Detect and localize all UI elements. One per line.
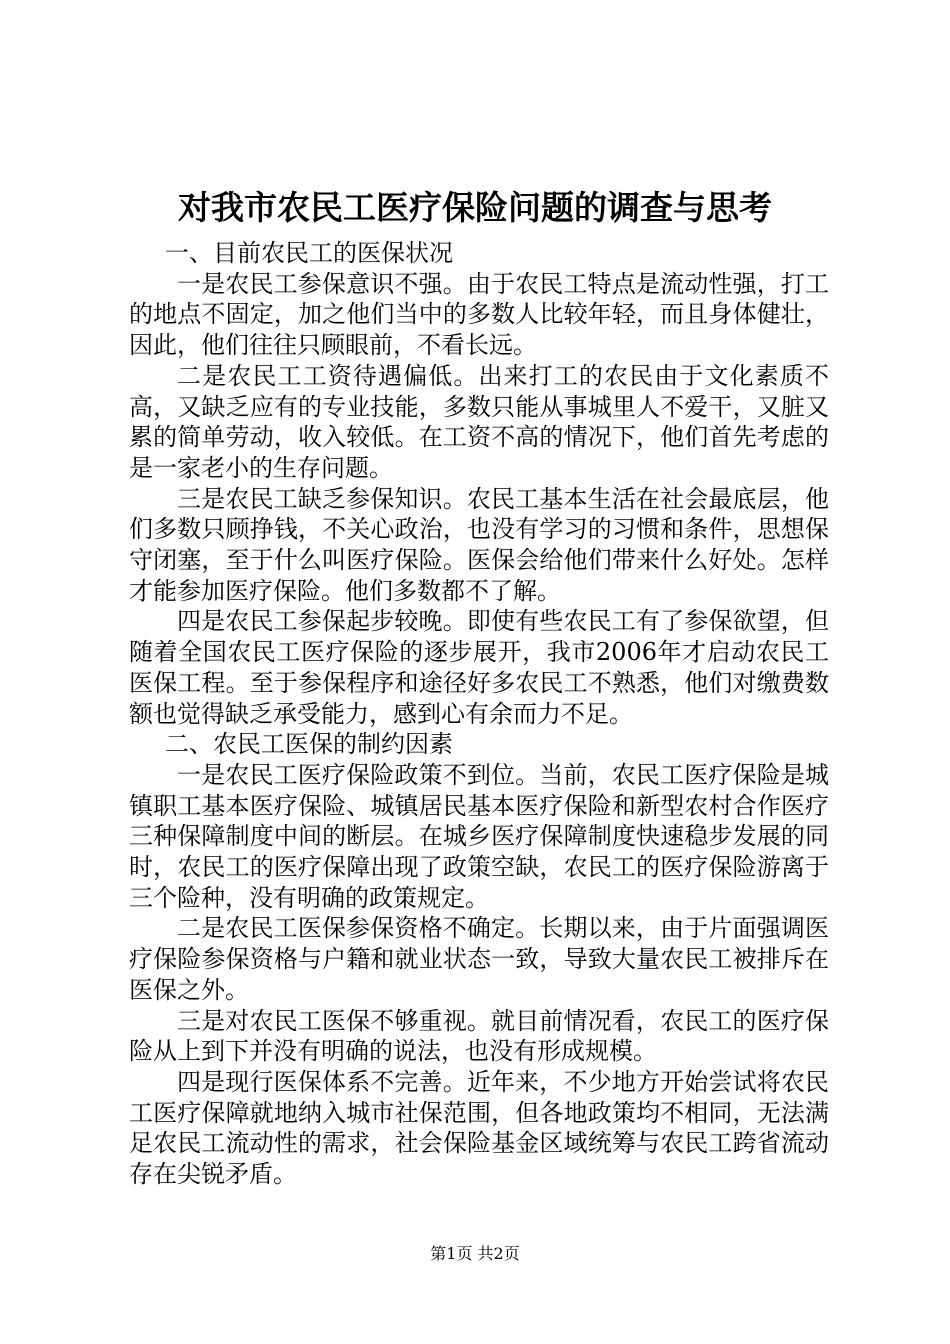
paragraph: 四是现行医保体系不完善。近年来，不少地方开始尝试将农民工医疗保障就地纳入城市社保范围，但各地政策均不相同，无法满足农民工流动性的需求，社会保险基金区域统筹与农民工跨省流动存在尖锐矛盾。 [129, 1067, 829, 1189]
paragraph: 一是农民工参保意识不强。由于农民工特点是流动性强，打工的地点不固定，加之他们当中的多数人比较年轻，而且身体健壮，因此，他们往往只顾眼前，不看长远。 [129, 269, 829, 360]
paragraph: 一是农民工医疗保险政策不到位。当前，农民工医疗保险是城镇职工基本医疗保险、城镇居民基本医疗保险和新型农村合作医疗三种保障制度中间的断层。在城乡医疗保障制度快速稳步发展的同时，农民工的医疗保障出现了政策空缺，农民工的医疗保险游离于三个险种，没有明确的政策规定。 [129, 760, 829, 912]
page-number-footer: 第1页 共2页 [430, 1244, 520, 1263]
section-heading: 二、农民工医保的制约因素 [165, 730, 453, 759]
paragraph: 三是对农民工医保不够重视。就目前情况看，农民工的医疗保险从上到下并没有明确的说法，也没有形成规模。 [129, 1006, 829, 1066]
paragraph: 二是农民工工资待遇偏低。出来打工的农民由于文化素质不高，又缺乏应有的专业技能，多数只能从事城里人不爱干，又脏又累的简单劳动，收入较低。在工资不高的情况下，他们首先考虑的是一家老小的生存问题。 [129, 361, 829, 482]
paragraph: 三是农民工缺乏参保知识。农民工基本生活在社会最底层，他们多数只顾挣钱，不关心政治，也没有学习的习惯和条件，思想保守闭塞，至于什么叫医疗保险。医保会给他们带来什么好处。怎样才能参加医疗保险。他们多数都不了解。 [129, 484, 829, 605]
section-heading: 一、目前农民工的医保状况 [165, 239, 453, 267]
paragraph: 二是农民工医保参保资格不确定。长期以来，由于片面强调医疗保险参保资格与户籍和就业状态一致，导致大量农民工被排斥在医保之外。 [129, 914, 829, 1004]
document-title: 对我市农民工医疗保险问题的调查与思考 [178, 188, 772, 227]
paragraph: 四是农民工参保起步较晚。即使有些农民工有了参保欲望，但随着全国农民工医疗保险的逐步展开，我市2006年才启动农民工医保工程。至于参保程序和途径好多农民工不熟悉，他们对缴费数额也觉得缺乏承受能力，感到心有余而力不足。 [129, 607, 829, 728]
document-body [129, 238, 829, 1190]
